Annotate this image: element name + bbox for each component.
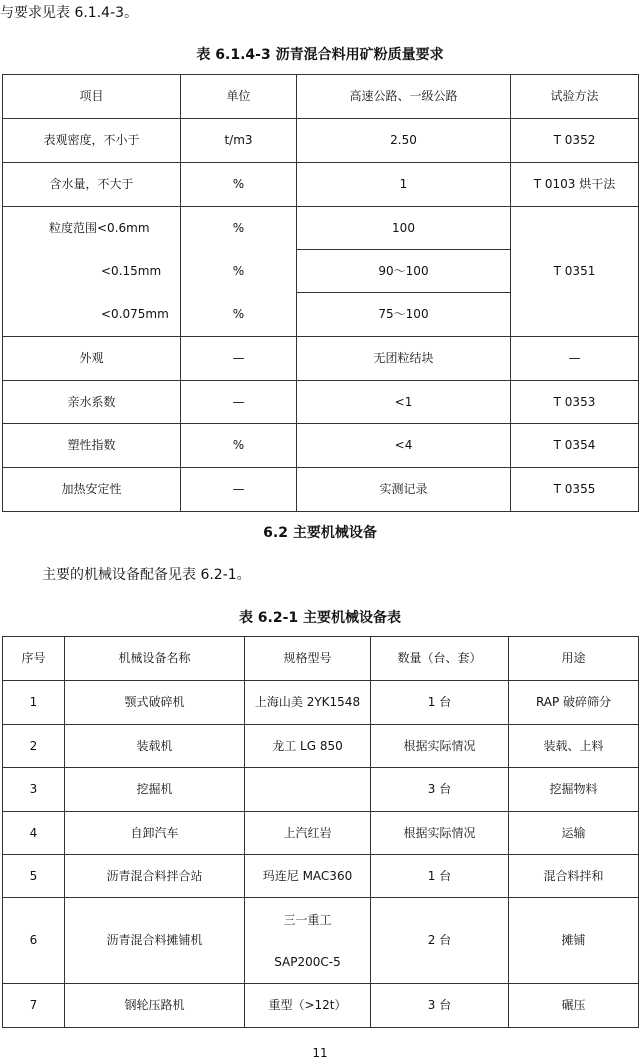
unit-cell: — <box>181 468 297 512</box>
unit-cell: — <box>181 381 297 424</box>
table-row <box>3 725 639 768</box>
section-text: 主要的机械设备配备见表 6.2-1。 <box>42 567 251 583</box>
header-cell: 高速公路、一级公路 <box>297 75 511 119</box>
name-cell: 沥青混合料拌合站 <box>65 855 245 898</box>
value-cell: <4 <box>297 424 511 468</box>
item-cell: 加热安定性 <box>3 468 181 512</box>
qty-cell: 1 台 <box>371 855 509 898</box>
name-cell: 颚式破碎机 <box>65 681 245 725</box>
item-cell: 含水量，不大于 <box>3 163 181 207</box>
unit-cell: % <box>181 250 297 293</box>
table-row <box>3 207 639 250</box>
method-cell: — <box>511 337 639 381</box>
unit-cell: % <box>181 207 297 250</box>
qty-cell: 根据实际情况 <box>371 812 509 855</box>
qty-cell: 根据实际情况 <box>371 725 509 768</box>
table1-header-row <box>3 75 639 119</box>
name-cell: 装载机 <box>65 725 245 768</box>
name-cell: 自卸汽车 <box>65 812 245 855</box>
unit-cell: — <box>181 337 297 381</box>
page-number: 11 <box>312 1046 328 1060</box>
table-row <box>3 424 639 468</box>
model-cell: 玛连尼 MAC360 <box>245 855 371 898</box>
qty-cell: 3 台 <box>371 984 509 1028</box>
table2-header-row <box>3 637 639 681</box>
method-cell: T 0351 <box>511 207 639 337</box>
model-cell: 龙工 LG 850 <box>245 725 371 768</box>
unit-cell: % <box>181 293 297 337</box>
header-cell: 项目 <box>3 75 181 119</box>
item-cell: <0.15mm <box>3 250 181 293</box>
unit-cell: % <box>181 163 297 207</box>
no-cell: 7 <box>3 984 65 1028</box>
item-cell: 粒度范围<0.6mm <box>3 207 181 250</box>
item-cell: 外观 <box>3 337 181 381</box>
header-cell: 单位 <box>181 75 297 119</box>
header-cell: 试验方法 <box>511 75 639 119</box>
use-cell: RAP 破碎筛分 <box>509 681 639 725</box>
value-cell: <1 <box>297 381 511 424</box>
no-cell: 3 <box>3 768 65 812</box>
unit-cell: t/m3 <box>181 119 297 163</box>
header-cell: 规格型号 <box>245 637 371 681</box>
item-cell: 亲水系数 <box>3 381 181 424</box>
model-line: 三一重工 <box>283 912 332 927</box>
item-cell: 塑性指数 <box>3 424 181 468</box>
intro-line: 与要求见表 6.1.4-3。 <box>0 5 139 21</box>
qty-cell: 1 台 <box>371 681 509 725</box>
qty-cell: 2 台 <box>371 898 509 984</box>
method-cell: T 0355 <box>511 468 639 512</box>
table-row <box>3 163 639 207</box>
table-row <box>3 468 639 512</box>
header-cell: 机械设备名称 <box>65 637 245 681</box>
value-cell: 1 <box>297 163 511 207</box>
table-row <box>3 768 639 812</box>
model-cell <box>245 898 371 984</box>
no-cell: 4 <box>3 812 65 855</box>
value-cell: 实测记录 <box>297 468 511 512</box>
table1 <box>2 74 639 512</box>
header-cell: 序号 <box>3 637 65 681</box>
value-cell: 无团粒结块 <box>297 337 511 381</box>
use-cell: 挖掘物料 <box>509 768 639 812</box>
table-row <box>3 681 639 725</box>
method-cell: T 0103 烘干法 <box>511 163 639 207</box>
model-line: SAP200C-5 <box>274 954 341 969</box>
use-cell: 装载、上料 <box>509 725 639 768</box>
table-row <box>3 381 639 424</box>
table-row <box>3 984 639 1028</box>
no-cell: 6 <box>3 898 65 984</box>
table-row <box>3 337 639 381</box>
use-cell: 碾压 <box>509 984 639 1028</box>
method-cell: T 0352 <box>511 119 639 163</box>
model-cell: 上海山美 2YK1548 <box>245 681 371 725</box>
header-cell: 数量（台、套） <box>371 637 509 681</box>
no-cell: 1 <box>3 681 65 725</box>
table-row <box>3 119 639 163</box>
value-cell: 2.50 <box>297 119 511 163</box>
name-cell: 钢轮压路机 <box>65 984 245 1028</box>
name-cell: 沥青混合料摊铺机 <box>65 898 245 984</box>
item-cell: <0.075mm <box>3 293 181 337</box>
model-cell: 重型（>12t） <box>245 984 371 1028</box>
model-cell: 上汽红岩 <box>245 812 371 855</box>
unit-cell: % <box>181 424 297 468</box>
table2-title: 表 6.2-1 主要机械设备表 <box>238 610 402 626</box>
value-cell: 90～100 <box>297 250 511 293</box>
value-cell: 100 <box>297 207 511 250</box>
no-cell: 5 <box>3 855 65 898</box>
qty-cell: 3 台 <box>371 768 509 812</box>
name-cell: 挖掘机 <box>65 768 245 812</box>
use-cell: 摊铺 <box>509 898 639 984</box>
item-cell: 表观密度，不小于 <box>3 119 181 163</box>
table-row <box>3 812 639 855</box>
method-cell: T 0354 <box>511 424 639 468</box>
table-row <box>3 898 639 984</box>
no-cell: 2 <box>3 725 65 768</box>
value-cell: 75～100 <box>297 293 511 337</box>
use-cell: 混合料拌和 <box>509 855 639 898</box>
use-cell: 运输 <box>509 812 639 855</box>
header-cell: 用途 <box>509 637 639 681</box>
table2 <box>2 636 639 1028</box>
table1-title: 表 6.1.4-3 沥青混合料用矿粉质量要求 <box>196 47 444 63</box>
model-cell <box>245 768 371 812</box>
table-row <box>3 855 639 898</box>
section-heading: 6.2 主要机械设备 <box>263 525 377 541</box>
method-cell: T 0353 <box>511 381 639 424</box>
